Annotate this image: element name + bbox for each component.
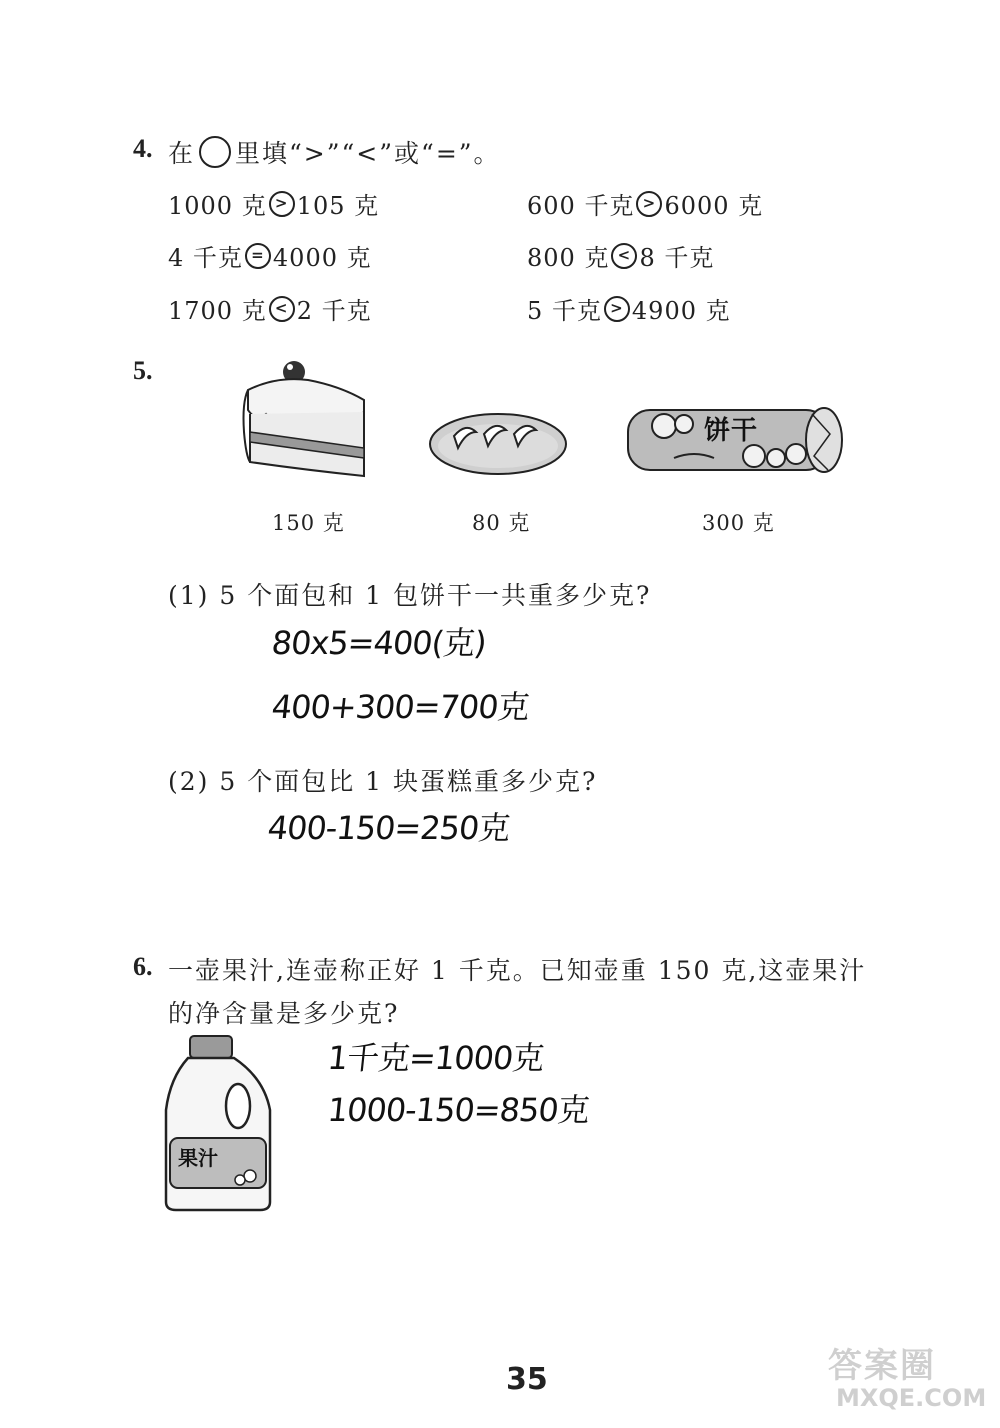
answer-circle: =	[245, 243, 271, 269]
biscuit-label: 饼干	[704, 416, 759, 446]
q5-sub2-question: (2) 5 个面包比 1 块蛋糕重多少克?	[168, 767, 598, 796]
q4-prompt-after: 里填“>”“<”或“=”。	[235, 139, 501, 168]
page-number: 35	[506, 1362, 548, 1397]
compare-left: 1700 克	[168, 297, 267, 325]
compare-right: 6000 克	[664, 192, 764, 220]
comparison-item	[168, 238, 372, 273]
biscuit-weight: 300 克	[702, 511, 775, 535]
biscuit-pack	[624, 404, 846, 476]
q6-answer-2: 1000-150=850克	[325, 1091, 591, 1129]
q5-sub1-question: (1) 5 个面包和 1 包饼干一共重多少克?	[168, 581, 652, 610]
bread-illustration	[426, 406, 571, 476]
compare-left: 5 千克	[527, 297, 602, 325]
cake-illustration	[236, 352, 372, 484]
juice-bottle	[160, 1034, 276, 1214]
comparison-item	[527, 238, 714, 273]
compare-right: 4000 克	[272, 244, 372, 272]
answer-circle: <	[611, 243, 637, 269]
compare-left: 600 千克	[527, 192, 635, 220]
watermark-logo: 答案圈	[828, 1346, 936, 1386]
answer-circle: >	[636, 191, 662, 217]
compare-right: 105 克	[296, 192, 380, 220]
bread-weight: 80 克	[472, 511, 531, 535]
q4-number: 4.	[133, 134, 153, 163]
compare-left: 800 克	[527, 244, 610, 272]
q5-sub1-answer-2: 400+300=700克	[269, 688, 531, 726]
juice-bottle-illustration	[160, 1034, 276, 1214]
cake-weight: 150 克	[272, 511, 345, 535]
compare-right: 8 千克	[639, 244, 715, 272]
bottle-label: 果汁	[178, 1146, 218, 1170]
comparison-item	[527, 186, 763, 221]
compare-left: 1000 克	[168, 192, 267, 220]
compare-left: 4 千克	[168, 244, 243, 272]
q4-prompt	[168, 134, 501, 170]
circle-icon	[199, 136, 231, 168]
q6-question-line2: 的净含量是多少克?	[168, 999, 400, 1028]
q6-number: 6.	[133, 952, 153, 981]
watermark-url: MXQE.COM	[836, 1384, 987, 1412]
q5-number: 5.	[133, 356, 153, 385]
q5-sub1-answer-1: 80x5=400(克)	[269, 624, 488, 662]
compare-right: 2 千克	[296, 297, 372, 325]
q6-question-line1: 一壶果汁,连壶称正好 1 千克。已知壶重 150 克,这壶果汁	[168, 956, 867, 985]
comparison-item	[527, 291, 731, 326]
comparison-item	[168, 291, 372, 326]
answer-circle: >	[269, 191, 295, 217]
answer-circle: >	[604, 296, 630, 322]
compare-right: 4900 克	[631, 297, 731, 325]
q5-sub2-answer-1: 400-150=250克	[265, 809, 512, 847]
comparison-item	[168, 186, 379, 221]
q4-prompt-before: 在	[168, 139, 196, 168]
q6-answer-1: 1千克=1000克	[325, 1039, 546, 1077]
answer-circle: <	[269, 296, 295, 322]
